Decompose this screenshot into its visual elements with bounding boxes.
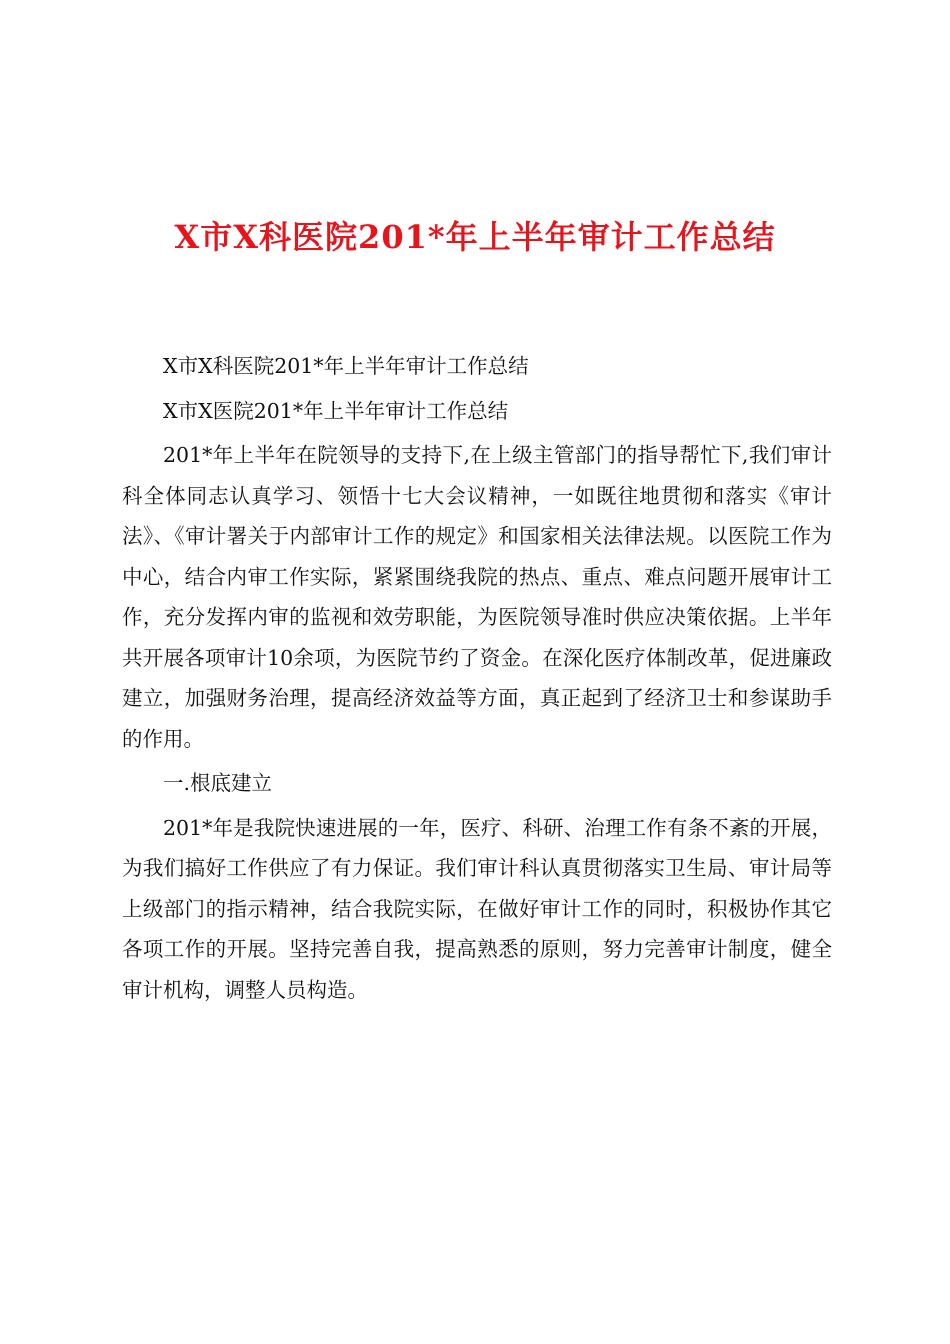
document-title: X市X科医院201*年上半年审计工作总结 xyxy=(174,218,776,256)
paragraph-section-1: 201*年是我院快速进展的一年，医疗、科研、治理工作有条不紊的开展，为我们搞好工作供应了有力保证。我们审计科认真贯彻落实卫生局、审计局等上级部门的指示精神，结合我院实际，在做好审计工作的同时，积极协作其它各项工作的开展。坚持完善自我，提高熟悉的原则，努力完善审计制度，健全审计机构，调整人员构造。 xyxy=(122,815,832,1002)
section-heading: 一.根底建立 xyxy=(163,771,273,795)
paragraph-intro: 201*年上半年在院领导的支持下,在上级主管部门的指导帮忙下,我们审计科全体同志认真学习、领悟十七大会议精神，一如既往地贯彻和落实《审计法》、《审计署关于内部审计工作的规定》和国家相关法律法规。以医院工作为中心，结合内审工作实际，紧紧围绕我院的热点、重点、难点问题开展审计工作，充分发挥内审的监视和效劳职能，为医院领导准时供应决策依据。上半年共开展各项审计10余项，为医院节约了资金。在深化医疗体制改革，促进廉政建立，加强财务治理，提高经济效益等方面，真正起到了经济卫士和参谋助手的作用。 xyxy=(122,443,832,751)
paragraph-subtitle-2: X市X医院201*年上半年审计工作总结 xyxy=(163,398,509,423)
document-body xyxy=(122,346,832,1010)
paragraph-subtitle-1: X市X科医院201*年上半年审计工作总结 xyxy=(163,354,529,378)
